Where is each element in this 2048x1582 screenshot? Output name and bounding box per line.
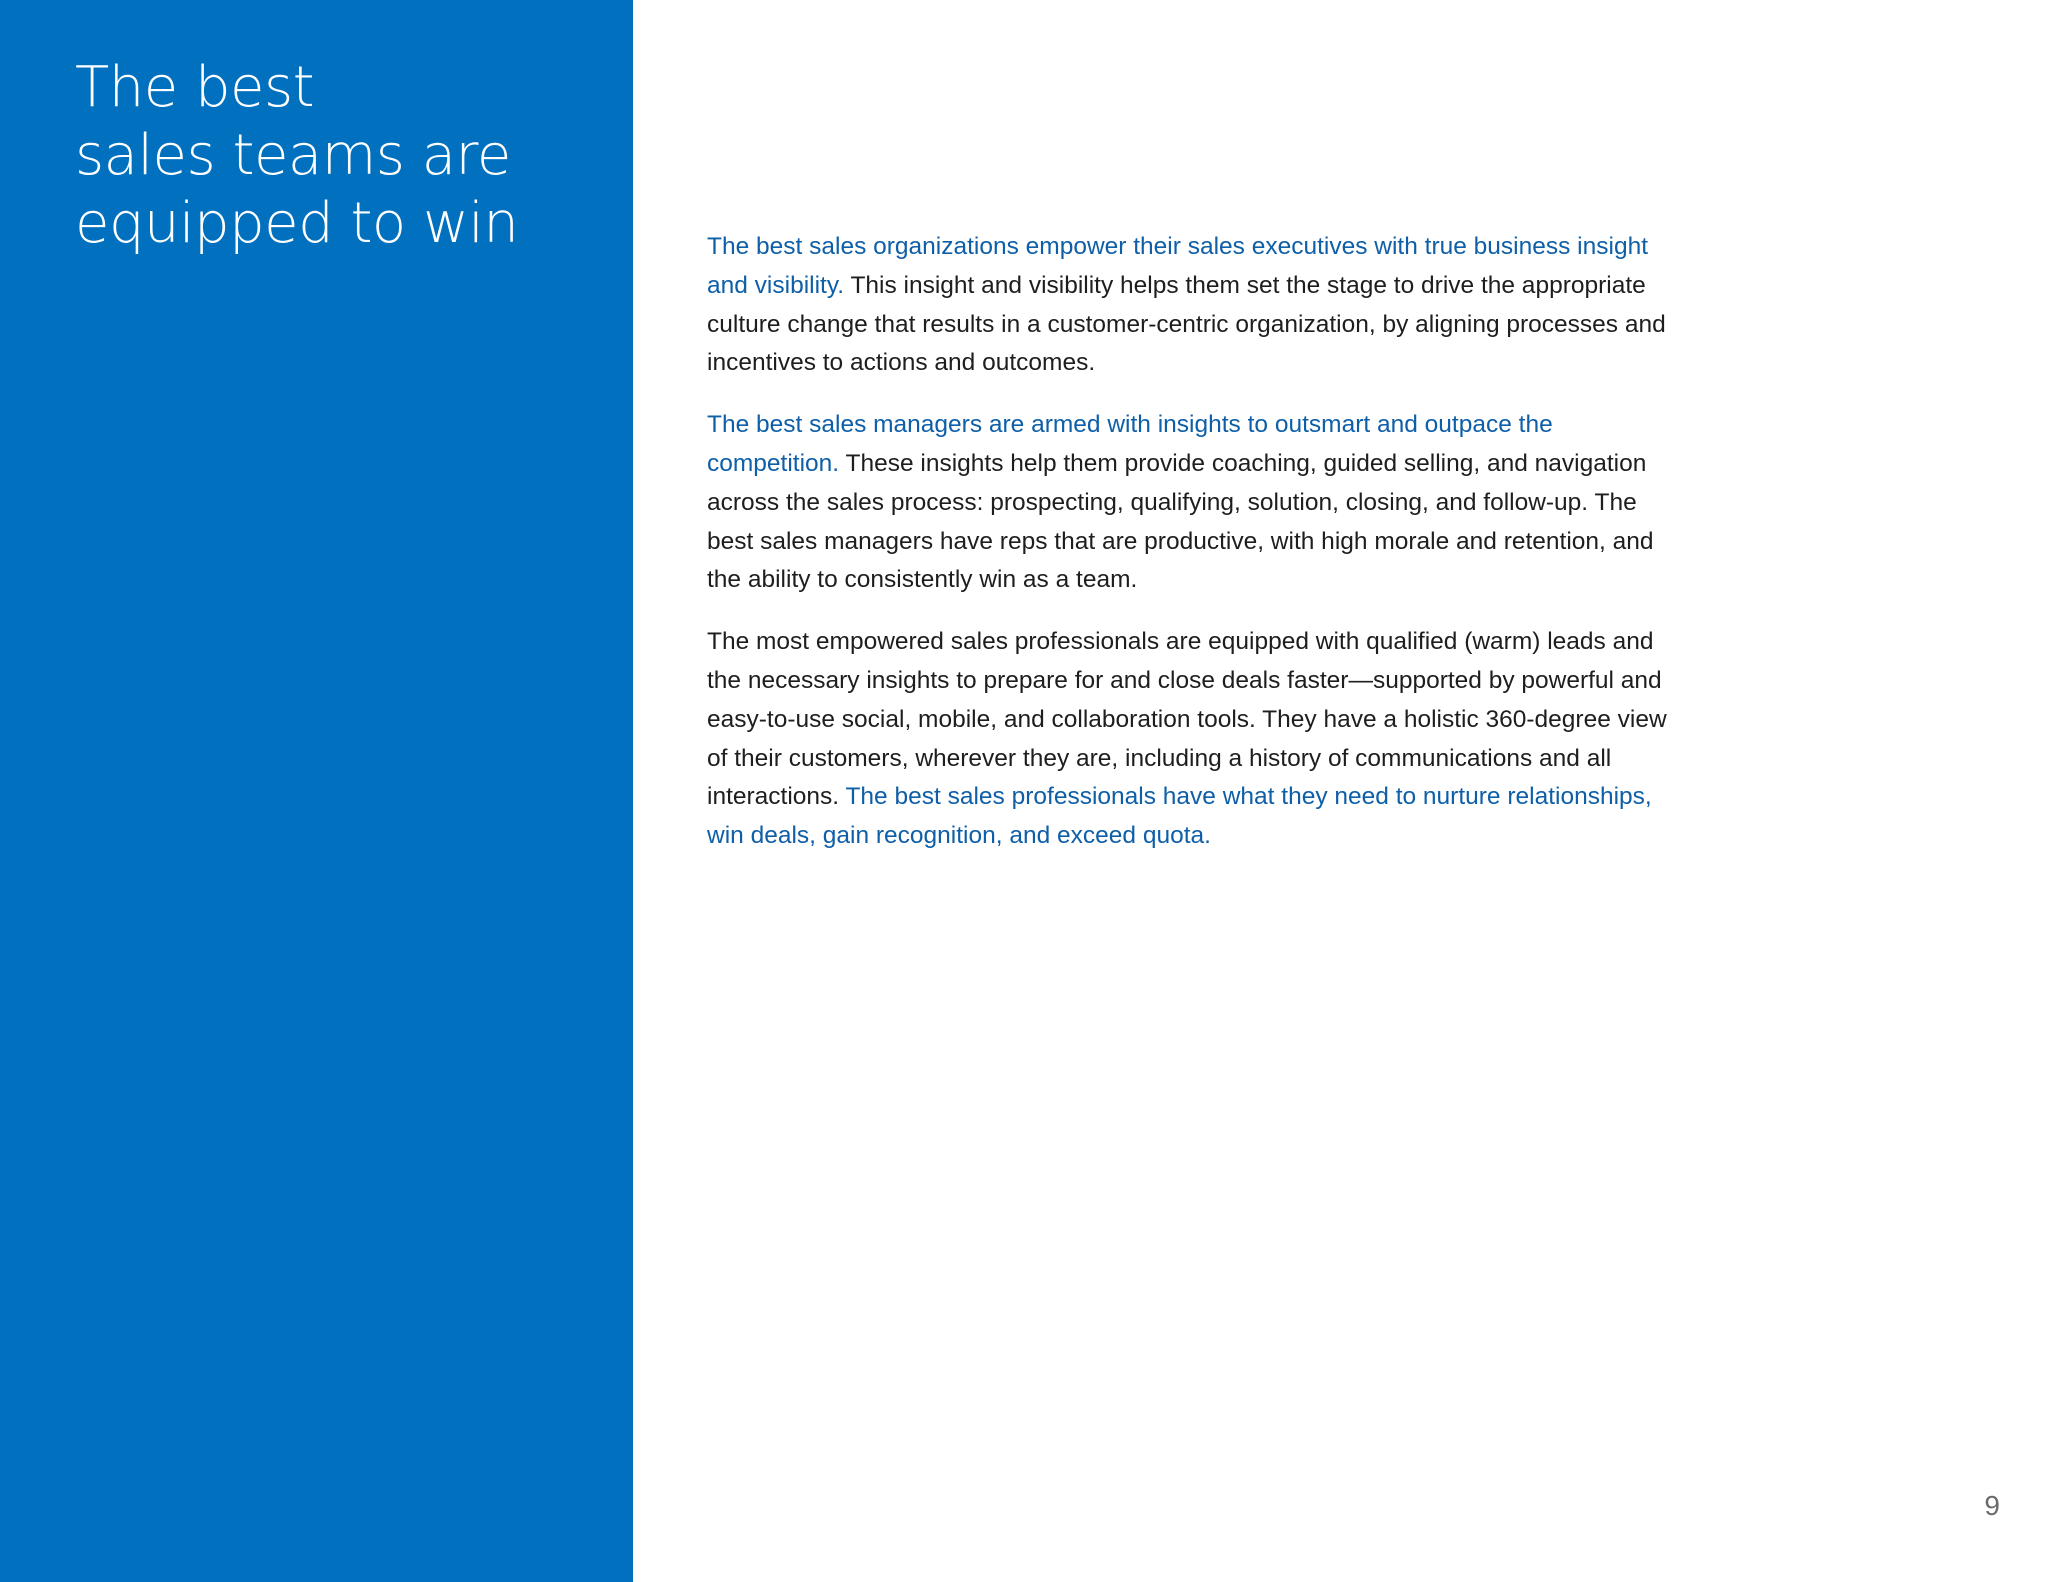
paragraph-2-text: These insights help them provide coaching, guided selling, and navigation across the sales process: prospecting, qualifying, solution, closing, and follow-up. The best sales managers have reps that are productive, with high morale and retention, and the ability to consistently win as a team. xyxy=(707,449,1654,594)
paragraph-3-text: The most empowered sales professionals are equipped with qualified (warm) leads and the necessary insights to prepare for and close deals faster—supported by powerful and easy-to-use social, mobile, and collaboration tools. They have a holistic 360-degree view of their customers, wherever they are, including a history of communications and all interactions. xyxy=(707,628,1667,811)
title-line-3: equipped to win xyxy=(75,191,519,256)
paragraph-sales-managers xyxy=(707,406,1667,600)
page-number: 9 xyxy=(1984,1490,2000,1521)
paragraph-2-highlight: The best sales managers are armed with insights to outsmart and outpace the competition. xyxy=(707,411,1553,477)
body-text xyxy=(707,228,1667,879)
side-panel xyxy=(0,0,633,1582)
title-line-2: sales teams are xyxy=(75,123,511,188)
paragraph-sales-organizations xyxy=(707,228,1667,383)
paragraph-sales-professionals xyxy=(707,623,1667,856)
title-line-1: The best xyxy=(75,55,315,120)
page-title xyxy=(75,54,615,258)
paragraph-3-highlight: The best sales professionals have what they need to nurture relationships, win deals, gain recognition, and exceed quota. xyxy=(707,783,1652,850)
paragraph-1-text: This insight and visibility helps them set the stage to drive the appropriate culture change that results in a customer-centric organization, by aligning processes and incentives to actions and outcomes. xyxy=(707,271,1666,377)
paragraph-1-highlight: The best sales organizations empower their sales executives with true business insight and visibility. xyxy=(707,233,1649,299)
